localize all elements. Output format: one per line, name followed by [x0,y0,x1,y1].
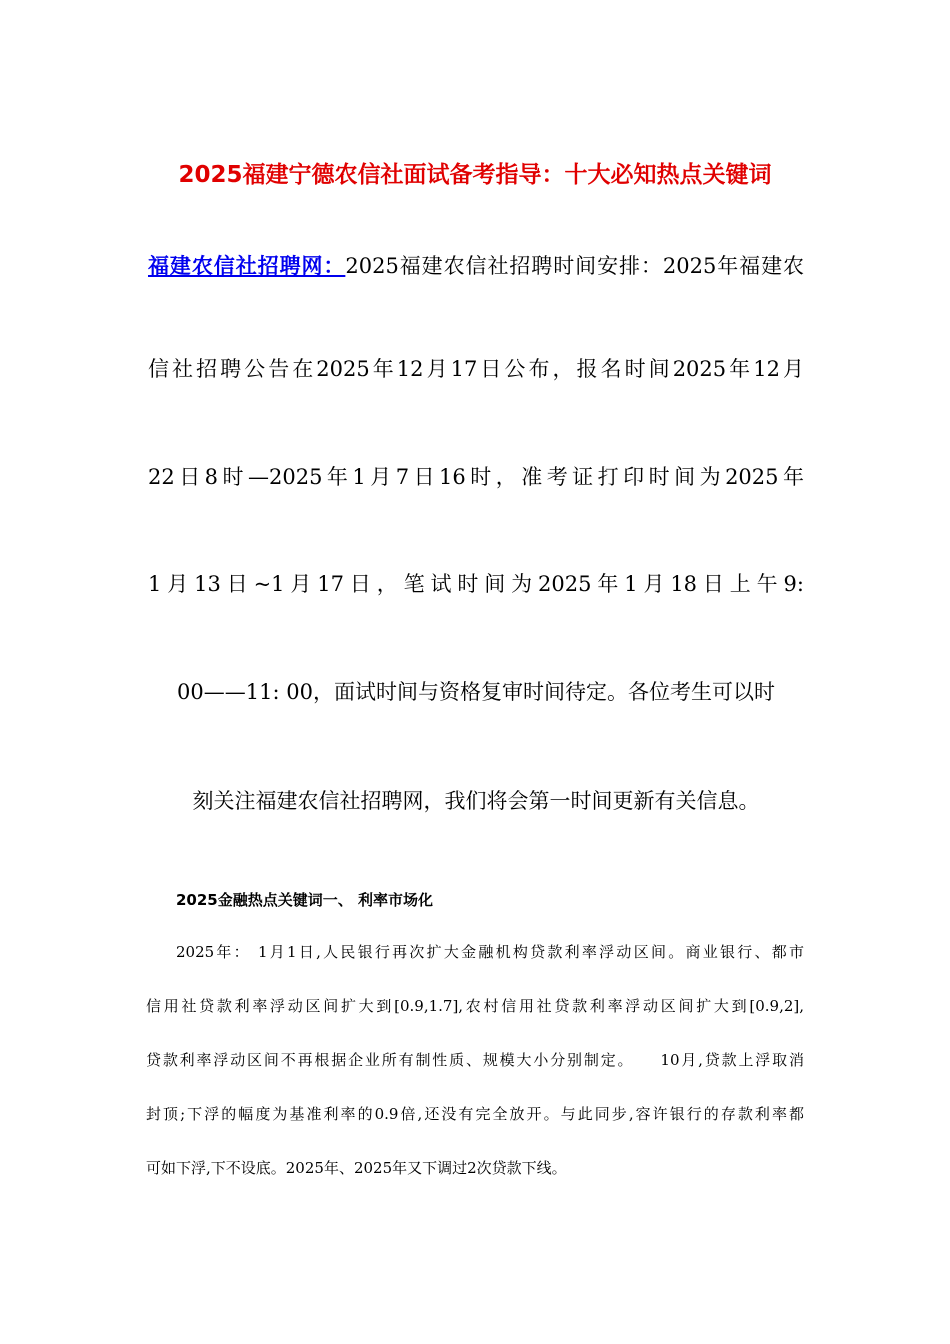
section-line-3 [146,1048,804,1072]
recruitment-site-link[interactable]: 福建农信社招聘网： [148,253,346,278]
section-line-2: 信用社贷款利率浮动区间扩大到[0.9,1.7],农村信用社贷款利率浮动区间扩大到[0.9,2], [146,997,804,1015]
title-text: 2025福建宁德农信社面试备考指导：十大必知热点关键词 [178,162,772,188]
section-line-3a: 贷款利率浮动区间不再根据企业所有制性质、规模大小分别制定。 [146,1051,635,1069]
section-heading: 2025金融热点关键词一、 利率市场化 [176,891,433,909]
intro-line-2: 信社招聘公告在2025年12月17日公布，报名时间2025年12月 [148,357,804,381]
intro-line-1 [148,250,804,282]
document-title [0,158,950,192]
intro-line-1-text: 2025福建农信社招聘时间安排：2025年福建农 [345,254,805,278]
intro-line-5: 00——11: 00，面试时间与资格复审时间待定。各位考生可以时 [177,680,775,704]
section-line-4: 封顶;下浮的幅度为基准利率的0.9倍,还没有完全放开。与此同步,容许银行的存款利率都 [146,1105,804,1123]
section-line-5: 可如下浮,下不设底。2025年、2025年又下调过2次贷款下线。 [146,1159,567,1177]
intro-line-3: 22日8时—2025年1月7日16时，准考证打印时间为2025年 [148,465,804,489]
section-line-1: 2025年： 1月1日,人民银行再次扩大金融机构贷款利率浮动区间。商业银行、都市 [176,943,804,961]
intro-line-6: 刻关注福建农信社招聘网，我们将会第一时间更新有关信息。 [192,789,760,813]
section-line-3b: 10月,贷款上浮取消 [660,1051,804,1069]
intro-line-4: 1月13日~1月17日，笔试时间为2025年1月18日上午9: [148,572,804,596]
